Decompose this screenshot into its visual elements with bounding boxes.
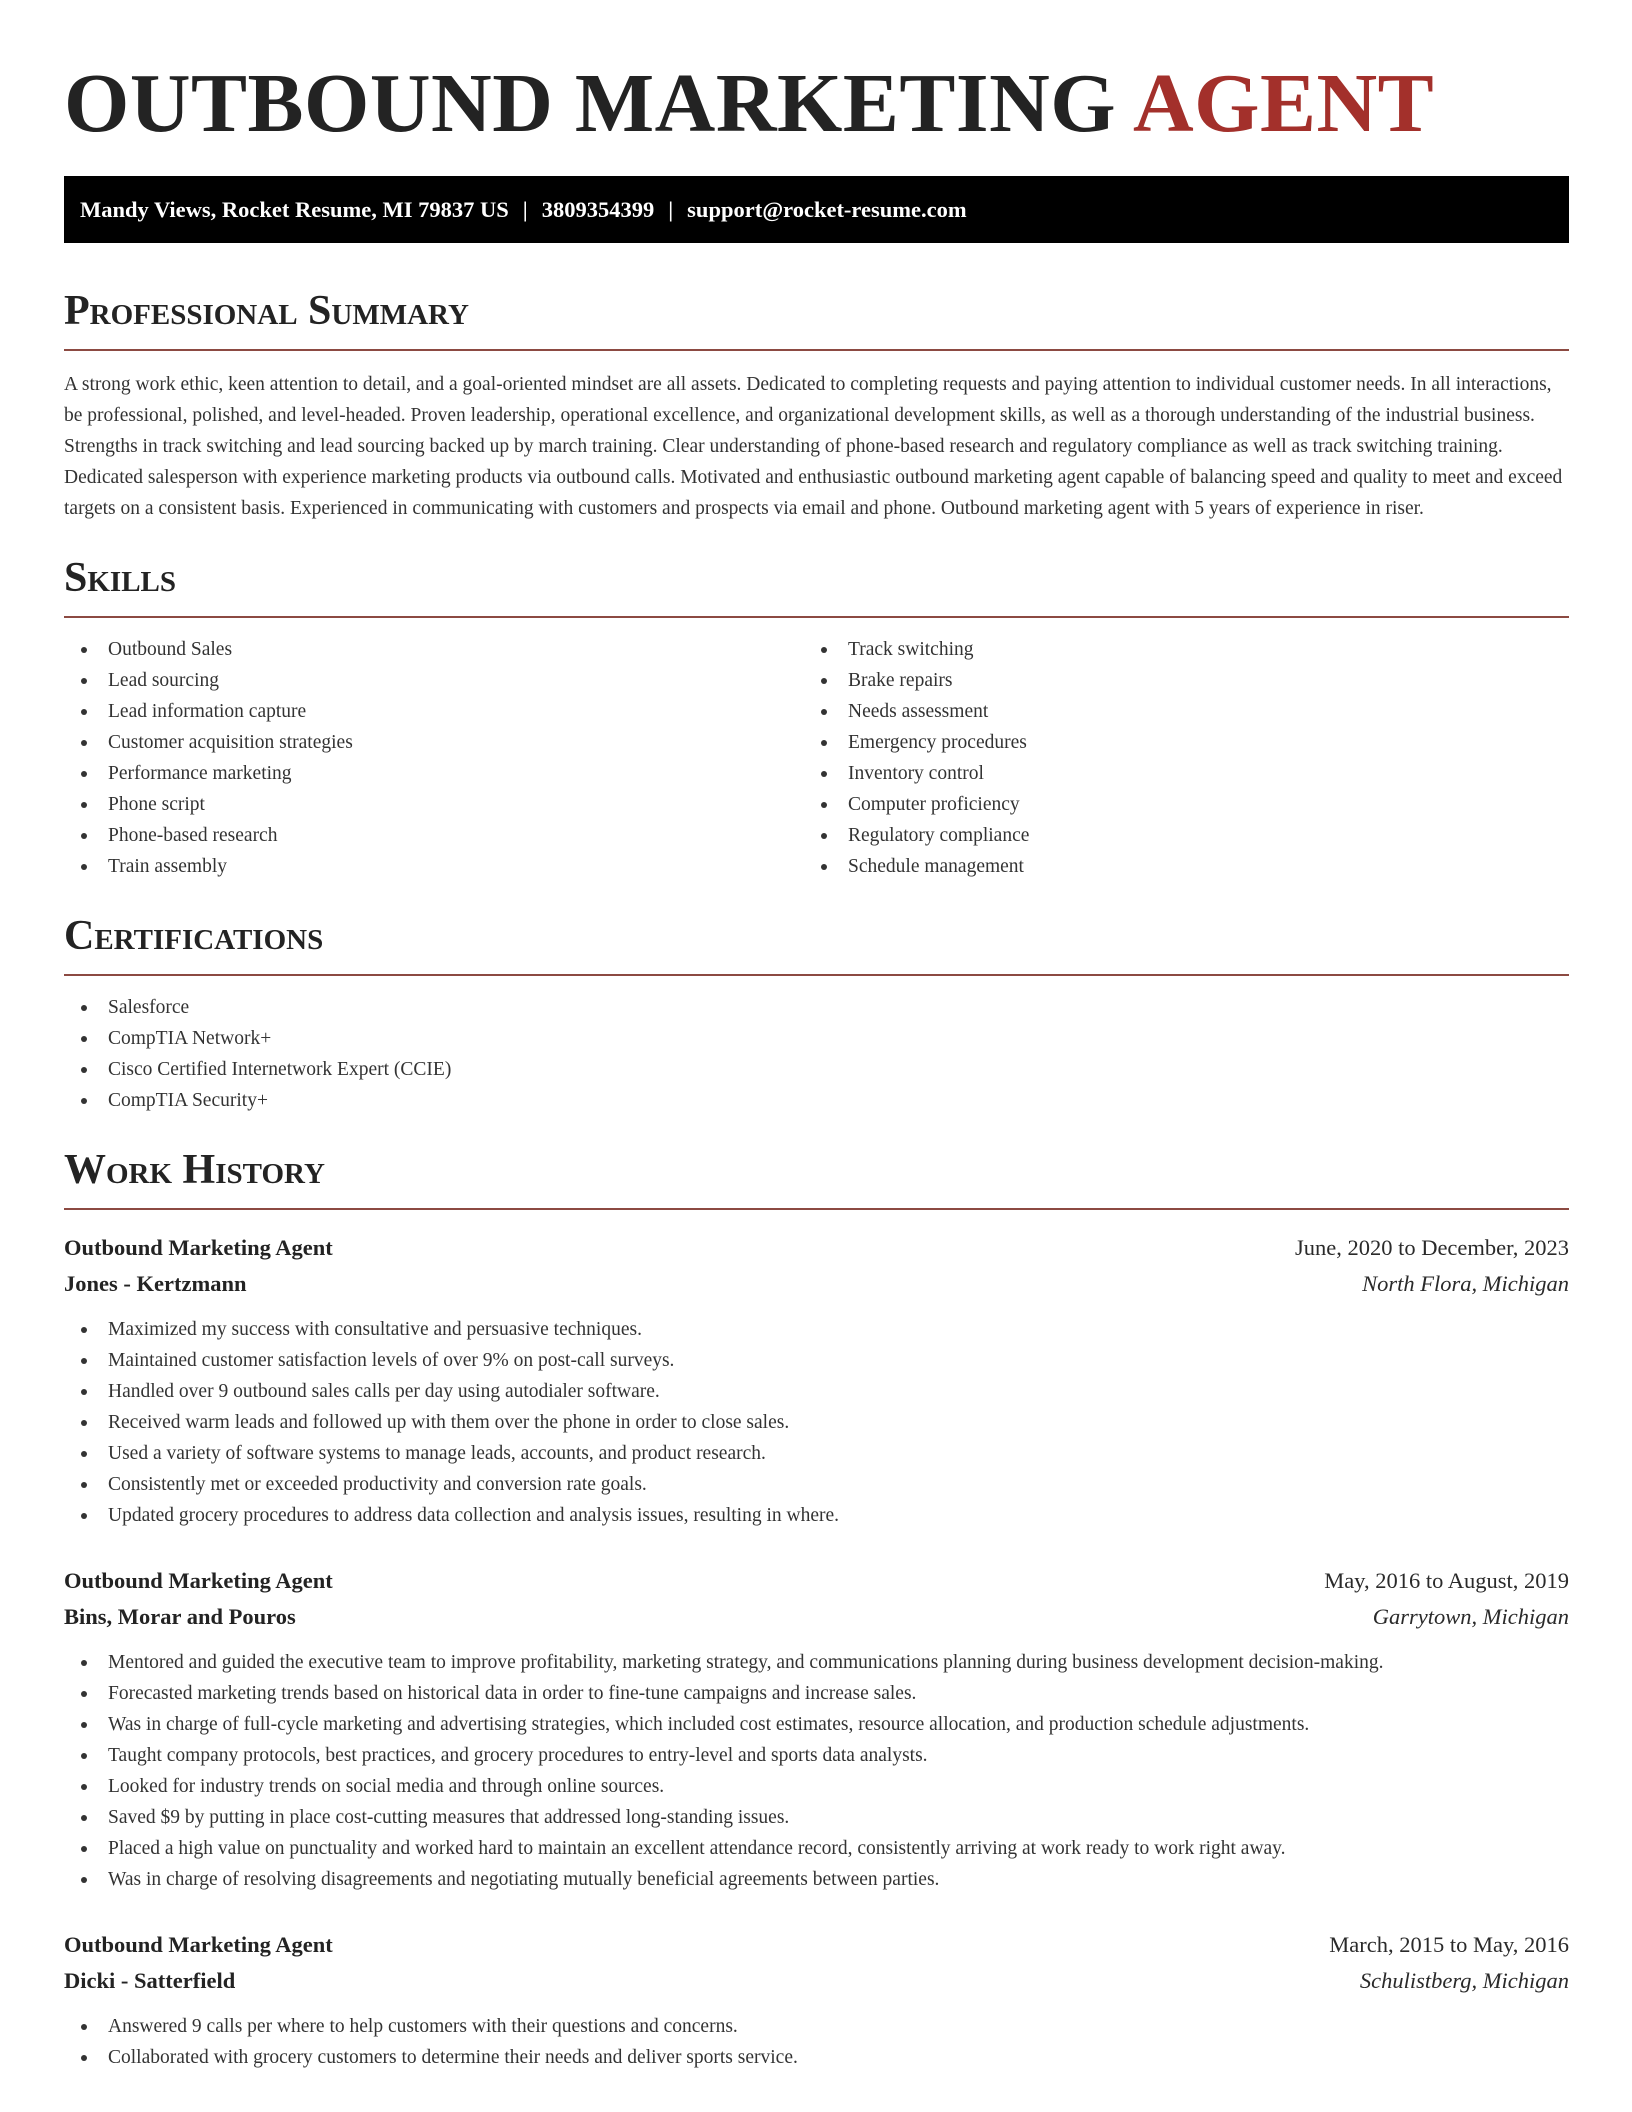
job-bullet: Handled over 9 outbound sales calls per day using autodialer software. (64, 1376, 1569, 1407)
contact-email: support@rocket-resume.com (687, 196, 967, 222)
skill-item: Brake repairs (804, 665, 1544, 696)
job-bullet: Was in charge of resolving disagreements and negotiating mutually beneficial agreements between parties. (64, 1864, 1569, 1895)
skill-item: Phone-based research (64, 820, 804, 851)
certification-item: Salesforce (64, 992, 1569, 1023)
job-bullet: Used a variety of software systems to manage leads, accounts, and product research. (64, 1438, 1569, 1469)
skill-item: Customer acquisition strategies (64, 727, 804, 758)
contact-phone: 3809354399 (541, 196, 655, 222)
skill-item: Emergency procedures (804, 727, 1544, 758)
job-header-row (64, 1927, 1569, 1963)
certification-item: CompTIA Security+ (64, 1085, 1569, 1116)
skill-item: Computer proficiency (804, 789, 1544, 820)
skills-left-list (64, 634, 804, 882)
title-accent: AGENT (1132, 57, 1435, 150)
job-company-row (64, 1266, 1569, 1302)
contact-separator: | (522, 196, 528, 222)
job-bullet: Looked for industry trends on social media and through online sources. (64, 1771, 1569, 1802)
job-bullet: Collaborated with grocery customers to determine their needs and deliver sports service. (64, 2042, 1569, 2073)
job-title: Outbound Marketing Agent (64, 1235, 333, 1260)
job-bullet: Taught company protocols, best practices, and grocery procedures to entry-level and sports data analysts. (64, 1740, 1569, 1771)
summary-heading: Professional Summary (64, 287, 1569, 351)
skill-item: Lead information capture (64, 696, 804, 727)
skill-item: Schedule management (804, 851, 1544, 882)
contact-separator: | (668, 196, 674, 222)
job-header-row (64, 1230, 1569, 1266)
job-bullet: Placed a high value on punctuality and worked hard to maintain an excellent attendance record, consistently arriving at work ready to work right away. (64, 1833, 1569, 1864)
resume-page (64, 0, 1569, 2073)
job-title: Outbound Marketing Agent (64, 1932, 333, 1957)
job-dates: June, 2020 to December, 2023 (1294, 1235, 1569, 1260)
certifications-heading: Certifications (64, 912, 1569, 976)
job-bullet: Maximized my success with consultative and persuasive techniques. (64, 1314, 1569, 1345)
job-title: Outbound Marketing Agent (64, 1568, 333, 1593)
job-entry (64, 1563, 1569, 1895)
summary-text: A strong work ethic, keen attention to detail, and a goal-oriented mindset are all assets. Dedicated to completing requests and paying attention to individual customer needs. In all interactions, be professional, polished, and level-headed. Proven leadership, operational excellence, and organizational development skills, as well as a thorough understanding of the industrial business. Strengths in track switching and lead sourcing backed up by march training. Clear understanding of phone-based research and regulatory compliance as well as track switching training. Dedicated salesperson with experience marketing products via outbound calls. Motivated and enthusiastic outbound marketing agent capable of balancing speed and quality to meet and exceed targets on a consistent basis. Experienced in communicating with customers and prospects via email and phone. Outbound marketing agent with 5 years of experience in riser. (64, 374, 1563, 519)
job-bullet: Saved $9 by putting in place cost-cutting measures that addressed long-standing issues. (64, 1802, 1569, 1833)
skill-item: Regulatory compliance (804, 820, 1544, 851)
skills-columns (64, 634, 1569, 882)
certification-item: Cisco Certified Internetwork Expert (CCIE) (64, 1054, 1569, 1085)
job-bullet: Forecasted marketing trends based on historical data in order to fine-tune campaigns and increase sales. (64, 1678, 1569, 1709)
job-bullet: Consistently met or exceeded productivity and conversion rate goals. (64, 1469, 1569, 1500)
job-company: Jones - Kertzmann (64, 1271, 247, 1296)
job-location: North Flora, Michigan (1362, 1271, 1569, 1296)
job-location: Schulistberg, Michigan (1359, 1968, 1569, 1993)
skill-item: Inventory control (804, 758, 1544, 789)
job-entry (64, 1230, 1569, 1531)
certifications-list (64, 992, 1569, 1116)
job-dates: March, 2015 to May, 2016 (1329, 1932, 1569, 1957)
job-bullet: Maintained customer satisfaction levels of over 9% on post-call surveys. (64, 1345, 1569, 1376)
skill-item: Phone script (64, 789, 804, 820)
job-header-row (64, 1563, 1569, 1599)
work-history-heading: Work History (64, 1146, 1569, 1210)
contact-address: Mandy Views, Rocket Resume, MI 79837 US (80, 196, 509, 222)
job-bullets (64, 2011, 1569, 2073)
job-entry (64, 1927, 1569, 2073)
job-dates: May, 2016 to August, 2019 (1324, 1568, 1569, 1593)
job-bullet: Updated grocery procedures to address data collection and analysis issues, resulting in where. (64, 1500, 1569, 1531)
job-company: Dicki - Satterfield (64, 1968, 236, 1993)
job-bullet: Mentored and guided the executive team to improve profitability, marketing strategy, and communications planning during business development decision-making. (64, 1647, 1569, 1678)
skill-item: Lead sourcing (64, 665, 804, 696)
skill-item: Train assembly (64, 851, 804, 882)
job-location: Garrytown, Michigan (1372, 1604, 1569, 1629)
job-company-row (64, 1963, 1569, 1999)
job-bullets (64, 1647, 1569, 1895)
skill-item: Needs assessment (804, 696, 1544, 727)
job-company: Bins, Morar and Pouros (64, 1604, 296, 1629)
skill-item: Performance marketing (64, 758, 804, 789)
job-bullets (64, 1314, 1569, 1531)
title-main: OUTBOUND MARKETING (64, 57, 1117, 150)
resume-title (64, 0, 1569, 152)
skill-item: Track switching (804, 634, 1544, 665)
skills-right-list (804, 634, 1544, 882)
contact-bar (64, 176, 1569, 243)
job-bullet: Received warm leads and followed up with them over the phone in order to close sales. (64, 1407, 1569, 1438)
job-bullet: Was in charge of full-cycle marketing and advertising strategies, which included cost estimates, resource allocation, and production schedule adjustments. (64, 1709, 1569, 1740)
job-bullet: Answered 9 calls per where to help customers with their questions and concerns. (64, 2011, 1569, 2042)
skills-heading: Skills (64, 554, 1569, 618)
certification-item: CompTIA Network+ (64, 1023, 1569, 1054)
job-company-row (64, 1599, 1569, 1635)
skill-item: Outbound Sales (64, 634, 804, 665)
